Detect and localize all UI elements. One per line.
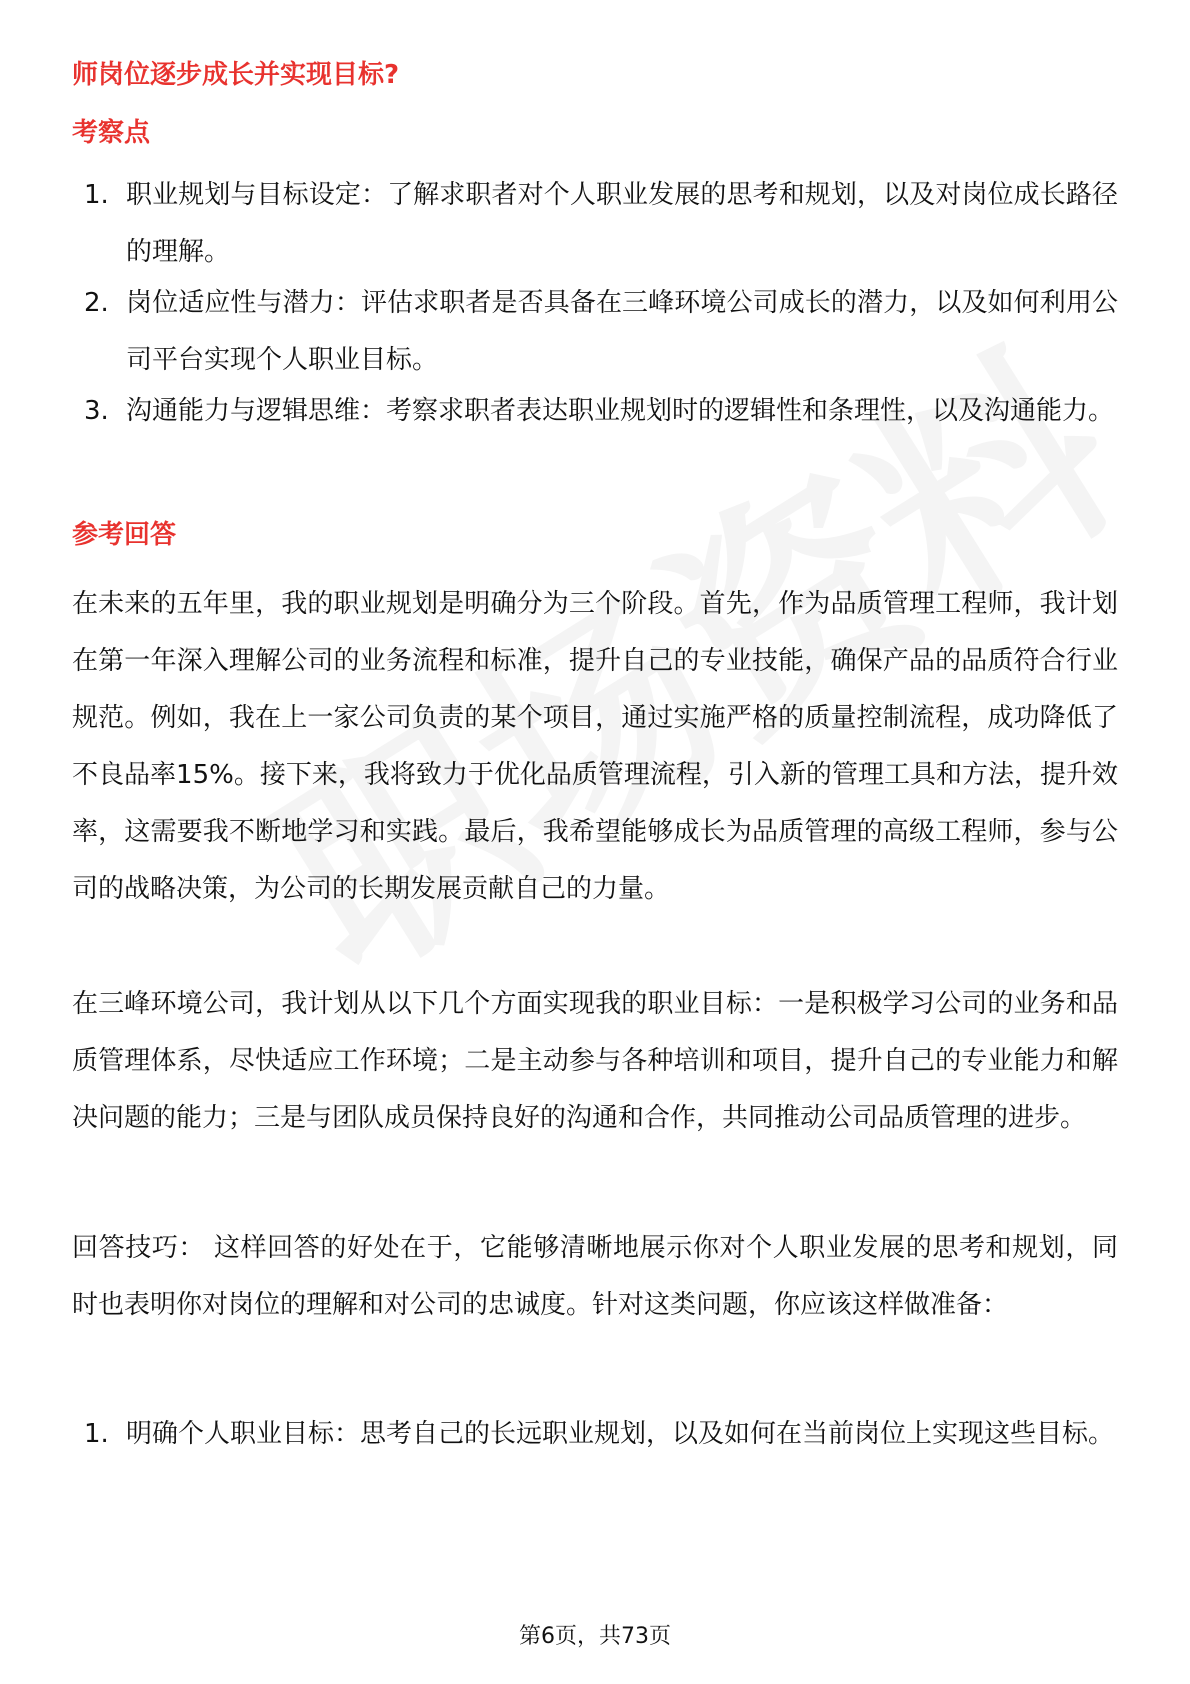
list-number: 1. xyxy=(84,1419,109,1449)
list-number: 3. xyxy=(84,396,109,426)
list-number: 1. xyxy=(84,180,109,210)
answer-paragraph: 在三峰环境公司，我计划从以下几个方面实现我的职业目标：一是积极学习公司的业务和品质管理体系，尽快适应工作环境；二是主动参与各种培训和项目，提升自己的专业能力和解决问题的能力；三是与团队成员保持良好的沟通和合作，共同推动公司品质管理的进步。 xyxy=(72,989,1118,1133)
list-text: 岗位适应性与潜力：评估求职者是否具备在三峰环境公司成长的潜力，以及如何利用公司平台实现个人职业目标。 xyxy=(126,288,1118,375)
list-number: 2. xyxy=(84,288,109,318)
page-number-footer: 第6页，共73页 xyxy=(519,1624,671,1649)
question-title: 师岗位逐步成长并实现目标? xyxy=(72,60,400,90)
list-text: 沟通能力与逻辑思维：考察求职者表达职业规划时的逻辑性和条理性，以及沟通能力。 xyxy=(126,396,1115,426)
section-heading-assessment: 考察点 xyxy=(72,118,151,148)
answer-paragraph: 在未来的五年里，我的职业规划是明确分为三个阶段。首先，作为品质管理工程师，我计划在第一年深入理解公司的业务流程和标准，提升自己的专业技能，确保产品的品质符合行业规范。例如，我在上一家公司负责的某个项目，通过实施严格的质量控制流程，成功降低了不良品率15%。接下来，我将致力于优化品质管理流程，引入新的管理工具和方法，提升效率，这需要我不断地学习和实践。最后，我希望能够成长为品质管理的高级工程师，参与公司的战略决策，为公司的长期发展贡献自己的力量。 xyxy=(72,589,1118,904)
assessment-item xyxy=(84,167,1118,281)
preparation-item xyxy=(84,1406,1118,1463)
assessment-item xyxy=(84,383,1118,440)
list-text: 职业规划与目标设定：了解求职者对个人职业发展的思考和规划，以及对岗位成长路径的理解。 xyxy=(126,180,1118,267)
section-heading-reference-answer: 参考回答 xyxy=(72,520,177,550)
list-text: 明确个人职业目标：思考自己的长远职业规划，以及如何在当前岗位上实现这些目标。 xyxy=(126,1419,1115,1449)
assessment-item xyxy=(84,275,1118,389)
tips-paragraph: 回答技巧： 这样回答的好处在于，它能够清晰地展示你对个人职业发展的思考和规划，同时也表明你对岗位的理解和对公司的忠诚度。针对这类问题，你应该这样做准备： xyxy=(72,1233,1118,1320)
